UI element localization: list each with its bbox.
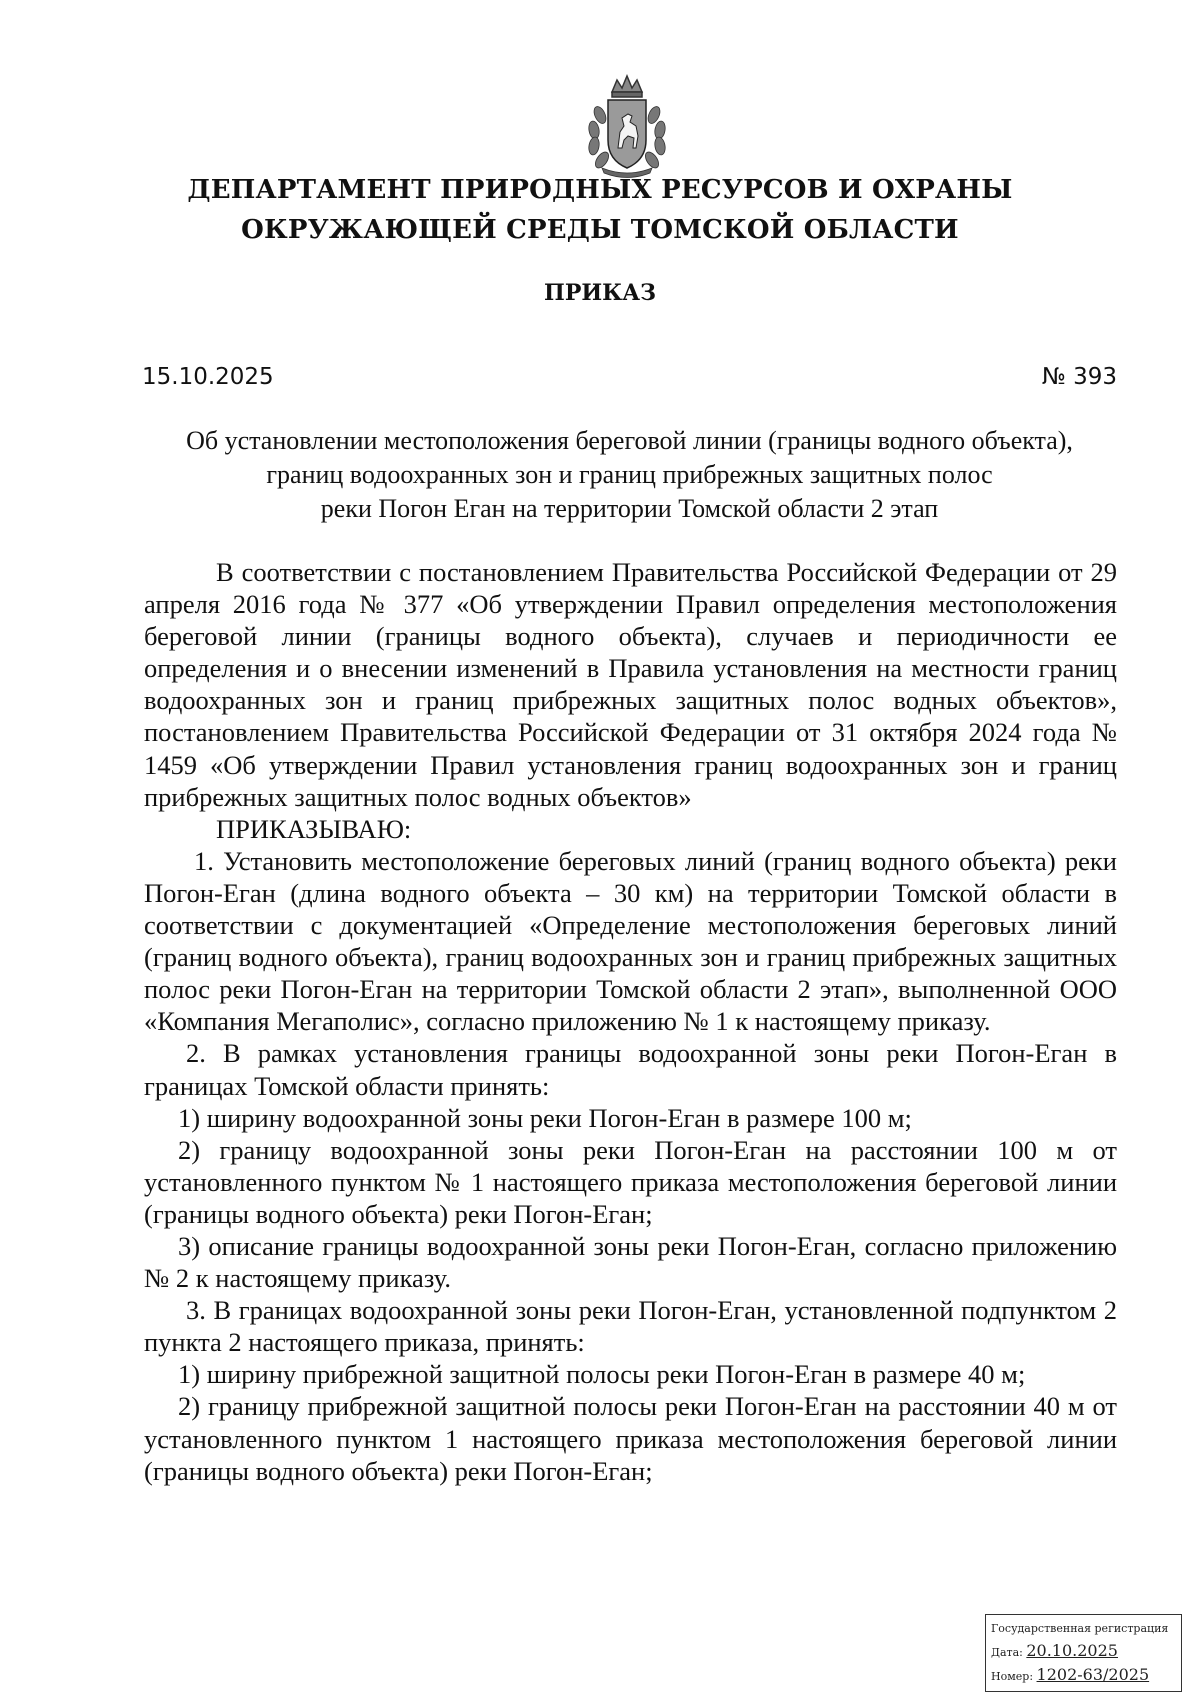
document-date: 15.10.2025 — [142, 364, 274, 390]
preamble-paragraph: В соответствии с постановлением Правительства Российской Федерации от 29 апреля 2016 года № 377 «Об утверждении Правил определения местоположения береговой линии (границы водного объекта), случаев и периодичности ее определения и о внесении изменений в Правила установления на местности границ водоохранных зон и границ прибрежных защитных полос водных объектов», постановлением Правительства Российской Федерации от 31 октября 2024 года № 1459 «Об утверждении Правил установления границ водоохранных зон и границ прибрежных защитных полос водных объектов» — [144, 557, 1117, 812]
item-3-paragraph: 3. В границах водоохранной зоны реки Погон-Еган, установленной подпунктом 2 пункта 2 настоящего приказа, принять: — [144, 1295, 1117, 1358]
tomsk-region-coat-of-arms-icon — [572, 70, 682, 180]
document-title — [142, 424, 1117, 526]
document-body — [144, 556, 1117, 1487]
item-1-paragraph: 1. Установить местоположение береговых линий (границ водного объекта) реки Погон-Еган (длина водного объекта – 30 км) на территории Томской области в соответствии с документацией «Определение местоположения береговых линий (границ водного объекта), границ водоохранных зон и границ прибрежных защитных полос реки Погон-Еган на территории Томской области 2 этап», выполненной ООО «Компания Мегаполис», согласно приложению № 1 к настоящему приказу. — [144, 845, 1117, 1037]
document-title-line-1: Об установлении местоположения береговой линии (границы водного объекта), — [186, 426, 1073, 455]
item-2-subitem-2: 2) границу водоохранной зоны реки Погон-Еган на расстоянии 100 м от установленного пунктом № 1 настоящего приказа местоположения береговой линии (границы водного объекта) реки Погон-Еган; — [144, 1134, 1117, 1229]
item-3-subitem-1: 1) ширину прибрежной защитной полосы реки Погон-Еган в размере 40 м; — [178, 1359, 1026, 1390]
date-number-row — [142, 364, 1117, 390]
item-2-subitem-3: 3) описание границы водоохранной зоны реки Погон-Еган, согласно приложению № 2 к настоящему приказу. — [144, 1230, 1117, 1294]
registration-number-value: 1202-63/2025 — [1036, 1665, 1150, 1684]
item-2-paragraph: 2. В рамках установления границы водоохранной зоны реки Погон-Еган в границах Томской области принять: — [144, 1038, 1117, 1101]
registration-date-label: Дата: — [991, 1646, 1023, 1659]
department-name-line-1: ДЕПАРТАМЕНТ ПРИРОДНЫХ РЕСУРСОВ И ОХРАНЫ — [187, 175, 1013, 205]
registration-date-value: 20.10.2025 — [1026, 1641, 1118, 1660]
department-name-line-2: ОКРУЖАЮЩЕЙ СРЕДЫ ТОМСКОЙ ОБЛАСТИ — [241, 215, 959, 245]
item-3-subitem-2: 2) границу прибрежной защитной полосы реки Погон-Еган на расстоянии 40 м от установленного пунктом 1 настоящего приказа местоположения береговой линии (границы водного объекта) реки Погон-Еган; — [144, 1391, 1117, 1486]
registration-number-label: Номер: — [991, 1670, 1034, 1683]
order-word: ПРИКАЗЫВАЮ: — [216, 813, 412, 844]
document-title-line-3: реки Погон Еган на территории Томской области 2 этап — [320, 494, 939, 523]
state-registration-stamp — [985, 1614, 1182, 1692]
document-title-line-2: границ водоохранных зон и границ прибрежных защитных полос — [266, 460, 993, 489]
department-header — [0, 170, 1200, 250]
document-number: № 393 — [1041, 364, 1117, 390]
registration-date-row — [991, 1640, 1176, 1664]
document-type-heading: ПРИКАЗ — [544, 280, 656, 306]
registration-number-row — [991, 1664, 1176, 1688]
item-2-subitem-1: 1) ширину водоохранной зоны реки Погон-Еган в размере 100 м; — [178, 1102, 912, 1133]
coat-of-arms-emblem — [572, 70, 682, 180]
registration-heading: Государственная регистрация — [991, 1622, 1169, 1635]
